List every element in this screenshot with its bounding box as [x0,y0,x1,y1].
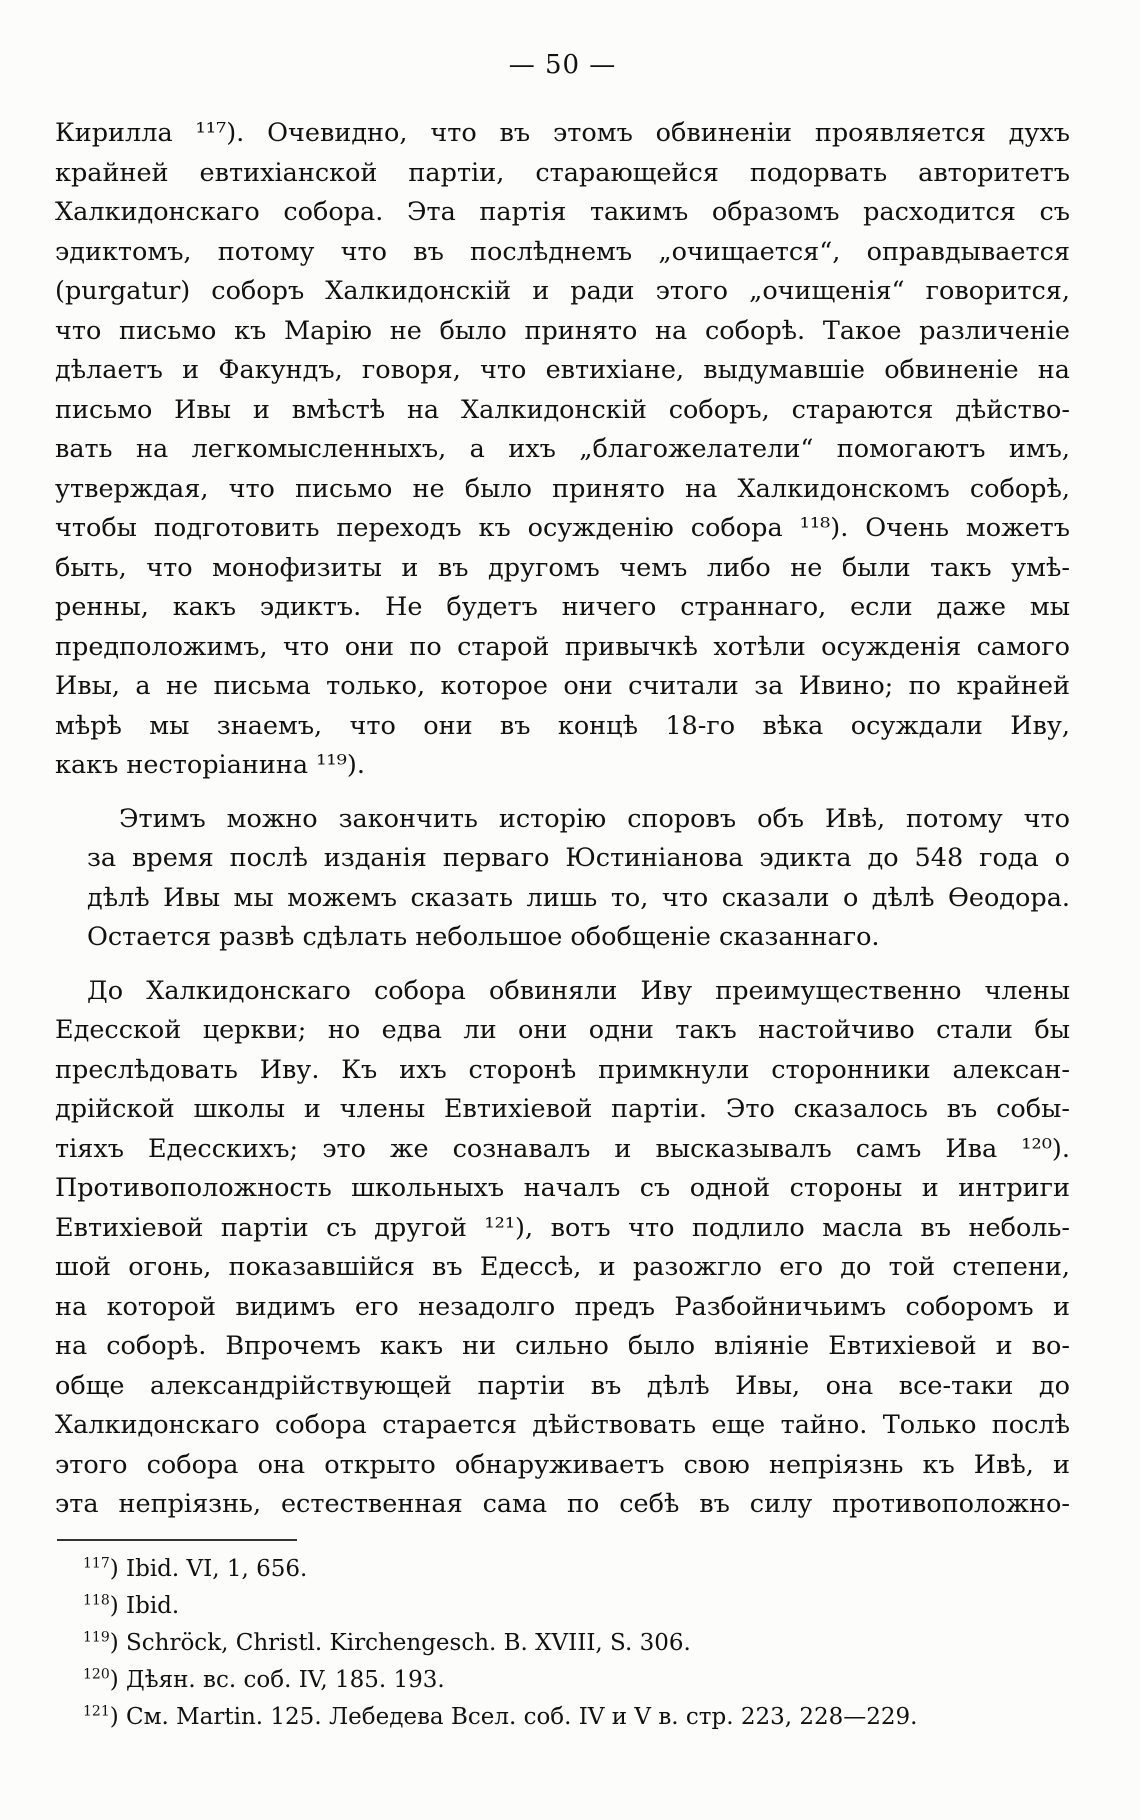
footnote-number: 120 [83,1665,110,1682]
text-line: дѣлѣ Ивы мы можемъ сказать лишь то, что сказали о дѣлѣ Ѳеодора. [87,882,1070,913]
text-line: какъ несторіанина ¹¹⁹). [55,750,365,780]
text-line: на которой видимъ его незадолго предъ Разбойничьимъ соборомъ и [55,1291,1070,1322]
text-line: эта непріязнь, естественная сама по себѣ въ силу противоположно- [55,1489,1070,1519]
text-line: Кирилла ¹¹⁷). Очевидно, что въ этомъ обвиненіи проявляется духъ [55,118,1070,148]
text-line: быть, что монофизиты и въ другомъ чемъ либо не были такъ умѣ- [55,552,1070,583]
footnote-number: 118 [83,1591,110,1608]
text-line: предположимъ, что они по старой привычкѣ хотѣли осужденія самого [55,631,1070,662]
footnotes [55,1551,1070,1736]
footnote-text: ) Schröck, Christl. Kirchengesch. B. XVIII, S. 306. [109,1629,691,1656]
text-line: До Халкидонскаго собора обвиняли Иву преимущественно члены [87,975,1070,1006]
text-line: чтобы подготовить переходъ къ осужденію собора ¹¹⁸). Очень можетъ [55,513,1070,543]
footnote-text: ) Дѣян. вс. соб. IV, 185. 193. [109,1666,445,1693]
page-number: — 50 — [508,50,617,80]
text-line: крайней евтихіанской партіи, старающейся подорвать авторитетъ [55,157,1070,188]
footnote-text: ) Ibid. VI, 1, 656. [109,1555,308,1582]
footnote-number: 121 [83,1702,110,1719]
text-line: Евтихіевой партіи съ другой ¹²¹), вотъ что подлило масла въ неболь- [55,1212,1070,1243]
text-line: Халкидонскаго собора старается дѣйствовать еще тайно. Только послѣ [55,1410,1070,1440]
footnote-number: 119 [83,1628,110,1645]
footnote-separator [57,1539,297,1541]
text-line: Ивы, а не письма только, которое они считали за Ивино; по крайней [55,671,1070,701]
text-line: дѣлаетъ и Факундъ, говоря, что евтихіане, выдумавшіе обвиненіе на [55,355,1070,385]
footnote-text: ) См. Martin. 125. Лебедева Всел. соб. IV и V в. стр. 223, 228—229. [109,1703,918,1730]
text-line: на соборѣ. Впрочемъ какъ ни сильно было вліяніе Евтихіевой и во- [55,1331,1070,1361]
text-line: что письмо къ Марію не было принято на соборѣ. Такое различеніе [55,315,1070,346]
text-line: вать на легкомысленныхъ, а ихъ „благожелатели“ помогаютъ имъ, [55,434,1070,464]
text-line: Халкидонскаго собора. Эта партія такимъ образомъ расходится съ [55,197,1070,227]
text-line: (purgatur) соборъ Халкидонскій и ради этого „очищенія“ говорится, [55,276,1070,306]
text-line: Остается развѣ сдѣлать небольшое обобщеніе сказаннаго. [87,922,880,952]
text-line: дрійской школы и члены Евтихіевой партіи. Это сказалось въ собы- [55,1094,1070,1124]
footnote-120 [55,1662,1070,1699]
text-line: шой огонь, показавшійся въ Едессѣ, и разожгло его до той степени, [55,1252,1070,1282]
text-line: преслѣдовать Иву. Къ ихъ сторонѣ примкнули сторонники алексан- [55,1054,1070,1085]
text-line: Противоположность школьныхъ началъ съ одной стороны и интриги [55,1173,1070,1203]
text-line: обще александрійствующей партіи въ дѣлѣ Ивы, она все-таки до [55,1370,1070,1401]
page [55,50,1070,1736]
text-line: письмо Ивы и вмѣстѣ на Халкидонскій соборъ, стараются дѣйство- [55,394,1070,425]
text-line: эдиктомъ, потому что въ послѣднемъ „очищается“, оправдывается [55,236,1070,267]
text-line: за время послѣ изданія перваго Юстиніанова эдикта до 548 года о [87,843,1070,873]
footnote-121 [55,1699,1070,1736]
text-line: этого собора она открыто обнаруживаетъ свою непріязнь къ Ивѣ, и [55,1449,1070,1480]
text-line: утверждая, что письмо не было принято на Халкидонскомъ соборѣ, [55,473,1070,504]
footnote-117 [55,1551,1070,1588]
footnote-118 [55,1588,1070,1625]
footnote-number: 117 [83,1554,110,1571]
paragraph-3 [55,972,1070,1525]
text-line: ренны, какъ эдиктъ. Не будетъ ничего страннаго, если даже мы [55,592,1070,622]
paragraph-2 [55,800,1070,958]
text-line: тіяхъ Едесскихъ; это же сознавалъ и высказывалъ самъ Ива ¹²⁰). [55,1133,1070,1164]
footnote-119 [55,1625,1070,1662]
text-line: мѣрѣ мы знаемъ, что они въ концѣ 18-го вѣка осуждали Иву, [55,710,1070,741]
footnote-text: ) Ibid. [109,1592,180,1619]
text-line: Этимъ можно закончить исторію споровъ объ Ивѣ, потому что [119,803,1070,834]
paragraph-1 [55,114,1070,786]
text-line: Едесской церкви; но едва ли они одни такъ настойчиво стали бы [55,1015,1070,1045]
